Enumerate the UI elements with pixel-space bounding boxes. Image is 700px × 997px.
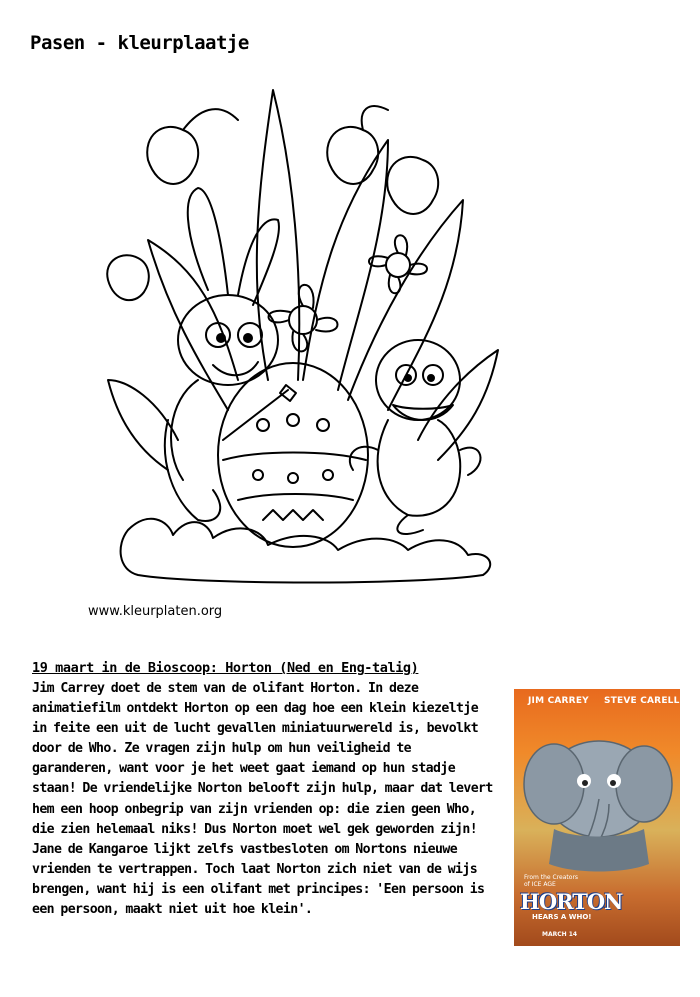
article-line: die zien helemaal niks! Dus Norton moet wel gek geworden zijn! (32, 821, 478, 837)
poster-logo: HORTON (520, 889, 623, 914)
poster-date: MARCH 14 (542, 931, 578, 938)
article-line: garanderen, want voor je het weet gaat iemand op hun stadje (32, 761, 456, 777)
article-body (32, 679, 502, 920)
article-line: door de Who. Ze vragen zijn hulp om hun veiligheid te (32, 741, 411, 757)
article-line: Jane de Kangaroe lijkt zelfs vastbesloten om Nortons nieuwe (32, 841, 458, 857)
article-heading: 19 maart in de Bioscoop: Horton (Ned en Eng-talig) (32, 660, 419, 676)
movie-poster (514, 689, 680, 946)
article-line: Jim Carrey doet de stem van de olifant Horton. In deze (32, 681, 419, 696)
poster-actor-2: STEVE CARELL (604, 696, 680, 706)
article-line: animatiefilm ontdekt Horton op een dag hoe een klein kiezeltje (32, 701, 479, 717)
easter-coloring-illustration (88, 80, 508, 600)
article-line: hem een hoop onbegrip van zijn vrienden op: die zien geen Who, (32, 801, 477, 817)
poster-subtitle: HEARS A WHO! (532, 913, 592, 921)
article-line: een persoon, maakt niet uit hoe klein'. (32, 902, 313, 918)
poster-actor-1: JIM CARREY (528, 696, 589, 706)
poster-creators: From the Creators of ICE AGE (524, 874, 579, 888)
article-line: in feite een uit de lucht gevallen miniatuurwereld is, bevolkt (32, 721, 479, 737)
article-line: staan! De vriendelijke Norton belooft zijn hulp, maar dat levert (32, 781, 493, 797)
image-credit: www.kleurplaten.org (88, 604, 223, 619)
article-line: brengen, want hij is een olifant met principes: 'Een persoon is (32, 881, 485, 897)
page-title: Pasen - kleurplaatje (30, 32, 249, 54)
article-line: vrienden te vertrappen. Toch laat Norton zich niet van de wijs (32, 861, 478, 877)
